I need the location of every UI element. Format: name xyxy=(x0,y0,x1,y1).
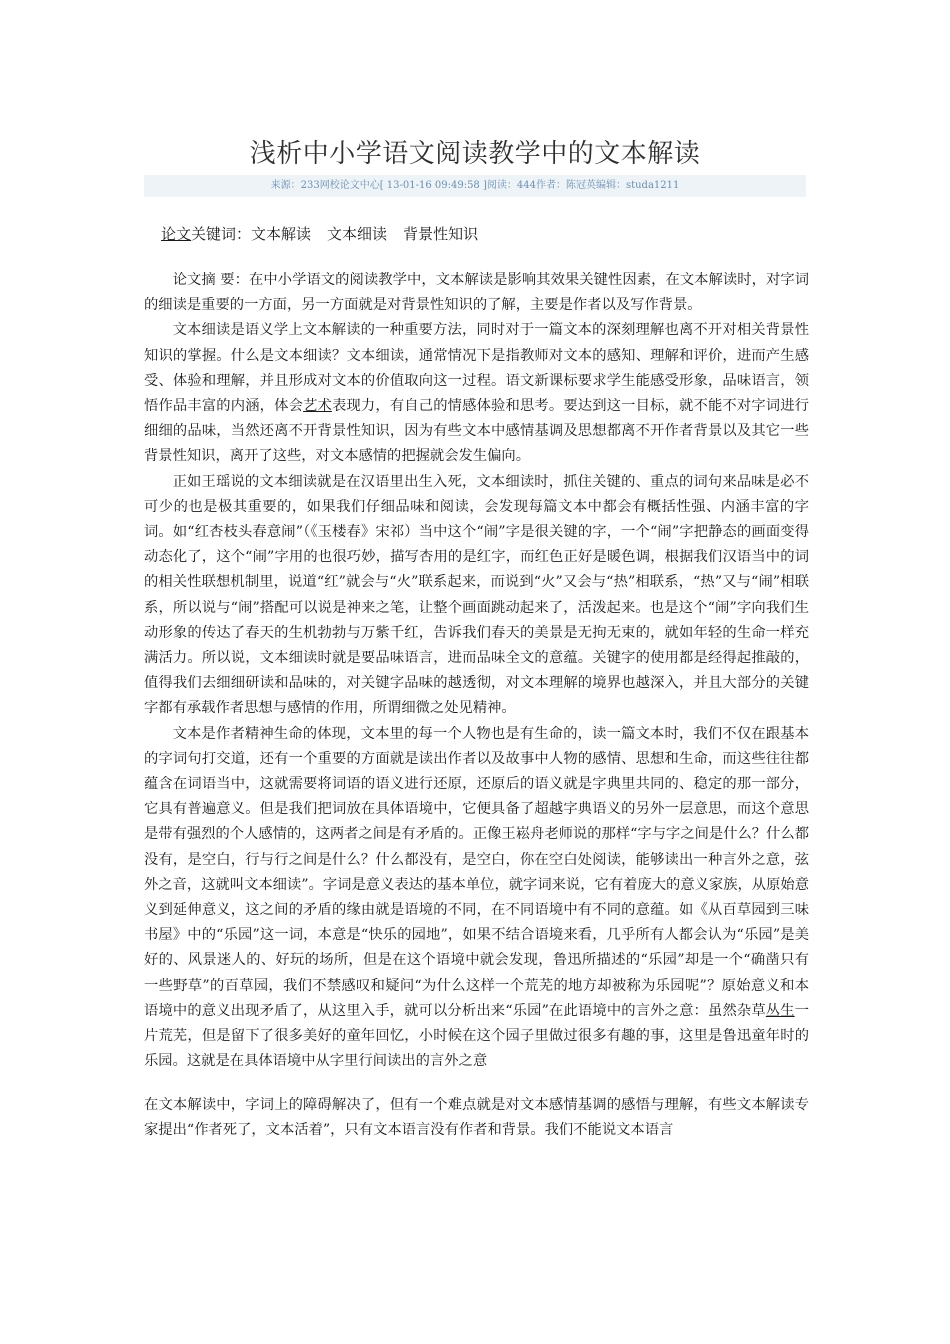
keywords-line xyxy=(161,223,478,245)
keyword-item: 文本解读 xyxy=(251,225,312,243)
paragraph-text: 正如王瑶说的文本细读就是在汉语里出生入死，文本细读时，抓住关键的、重点的词句来品味是必不可少的也是极其重要的，如果我们仔细品味和阅读，会发现每篇文本中都会有概括性强、内涵丰富的字词。如“红杏枝头春意闹”（《玉楼春》宋祁）当中这个“闹”字是很关键的字，一个“闹”字把静态的画面变得动态化了，这个“闹”字用的也很巧妙，描写杏用的是红字，而红色正好是暖色调，根据我们汉语当中的词的相关性联想机制里，说道“红”就会与“火”联系起来，而说到“火”又会与“热”相联系，“热”又与“闹”相联系，所以说与“闹”搭配可以说是神来之笔，让整个画面跳动起来了，活泼起来。也是这个“闹”字向我们生动形象的传达了春天的生机勃勃与万紫千红，告诉我们春天的美景是无拘无束的，就如年轻的生命一样充满活力。所以说，文本细读时就是要品味语言，进而品味全文的意蕴。关键字的使用都是经得起推敲的，值得我们去细细研读和品味的，对关键字品味的越透彻，对文本理解的境界也越深入，并且大部分的关键字都有承载作者思想与感情的作用，所谓细微之处见精神。 xyxy=(144,473,809,717)
paragraph-text: 表现力，有自己的情感体验和思考。要达到这一目标，就不能不对字词进行细细的品味，当然还离不开背景性知识，因为有些文本中感情基调及思想都离不开作者背景以及其它一些背景性知识，离开了这些，对文本感情的把握就会发生偏向。 xyxy=(144,398,809,465)
keyword-item: 文本细读 xyxy=(327,225,388,243)
art-link[interactable]: 艺术 xyxy=(303,398,332,415)
paragraph-abstract xyxy=(144,268,809,318)
paragraph-text: 论文摘 要：在中小学语文的阅读教学中，文本解读是影响其效果关键性因素，在文本解读时，对字词的细读是重要的一方面，另一方面就是对背景性知识的了解，主要是作者以及写作背景。 xyxy=(144,272,809,314)
keyword-item: 背景性知识 xyxy=(403,225,479,243)
page-title: 浅析中小学语文阅读教学中的文本解读 xyxy=(249,139,701,169)
congsheng-link[interactable]: 丛生 xyxy=(765,1002,795,1019)
paragraph xyxy=(144,318,809,469)
article-body xyxy=(144,268,809,1143)
paper-link[interactable]: 论文 xyxy=(161,225,192,243)
keywords-label: 关键词： xyxy=(191,225,252,243)
paragraph-text: 一片荒芜，但是留下了很多美好的童年回忆，小时候在这个园子里做过很多有趣的事，这里是鲁迅童年时的乐园。这就是在具体语境中从字里行间读出的言外之意 xyxy=(144,1002,809,1070)
paragraph-text: 文本细读是语义学上文本解读的一种重要方法，同时对于一篇文本的深刻理解也离不开对相关背景性知识的掌握。什么是文本细读？文本细读，通常情况下是指教师对文本的感知、理解和评价，进而产生感受、体验和理解，并且形成对文本的价值取向这一过程。语文新课标要求学生能感受形象，品味语言，领悟作品丰富的内涵，体会 xyxy=(144,322,809,415)
paragraph xyxy=(144,470,809,722)
paragraph xyxy=(144,722,809,1075)
article-meta-bar: 来源：233网校论文中心[ 13-01-16 09:49:58 ]阅读：444作者：陈冠英编辑：studa1211 xyxy=(144,175,806,197)
paragraph-continued: 在文本解读中，字词上的障碍解决了，但有一个难点就是对文本感情基调的感悟与理解，有些文本解读专家提出“作者死了，文本活着”，只有文本语言没有作者和背景。我们不能说文本语言 xyxy=(144,1096,809,1138)
paragraph-text: 文本是作者精神生命的体现，文本里的每一个人物也是有生命的，读一篇文本时，我们不仅在跟基本的字词句打交道，还有一个重要的方面就是读出作者以及故事中人物的感情、思想和生命，而这些往往都蕴含在词语当中，这就需要将词语的语义进行还原，还原后的语义就是字典里共同的、稳定的那一部分，它具有普遍意义。但是我们把词放在具体语境中，它便具备了超越字典语义的另外一层意思，而这个意思是带有强烈的个人感情的，这两者之间是有矛盾的。正像王崧舟老师说的那样“字与字之间是什么？什么都没有，是空白，行与行之间是什么？什么都没有，是空白，你在空白处阅读，能够读出一种言外之意，弦外之音，这就叫文本细读”。字词是意义表达的基本单位，就字词来说，它有着庞大的意义家族，从原始意义到延伸意义，这之间的矛盾的缘由就是语境的不同，在不同语境中有不同的意蕴。如《从百草园到三味书屋》中的“乐园”这一词，本意是“快乐的园地”，如果不结合语境来看，几乎所有人都会认为“乐园”是美好的、风景迷人的、好玩的场所，但是在这个语境中就会发现，鲁迅所描述的“乐园”却是一个“确凿只有一些野草”的百草园，我们不禁感叹和疑问“为什么这样一个荒芜的地方却被称为乐园呢”？原始意义和本语境中的意义出现矛盾了，从这里入手，就可以分析出来“乐园”在此语境中的言外之意：虽然杂草 xyxy=(144,725,809,1019)
